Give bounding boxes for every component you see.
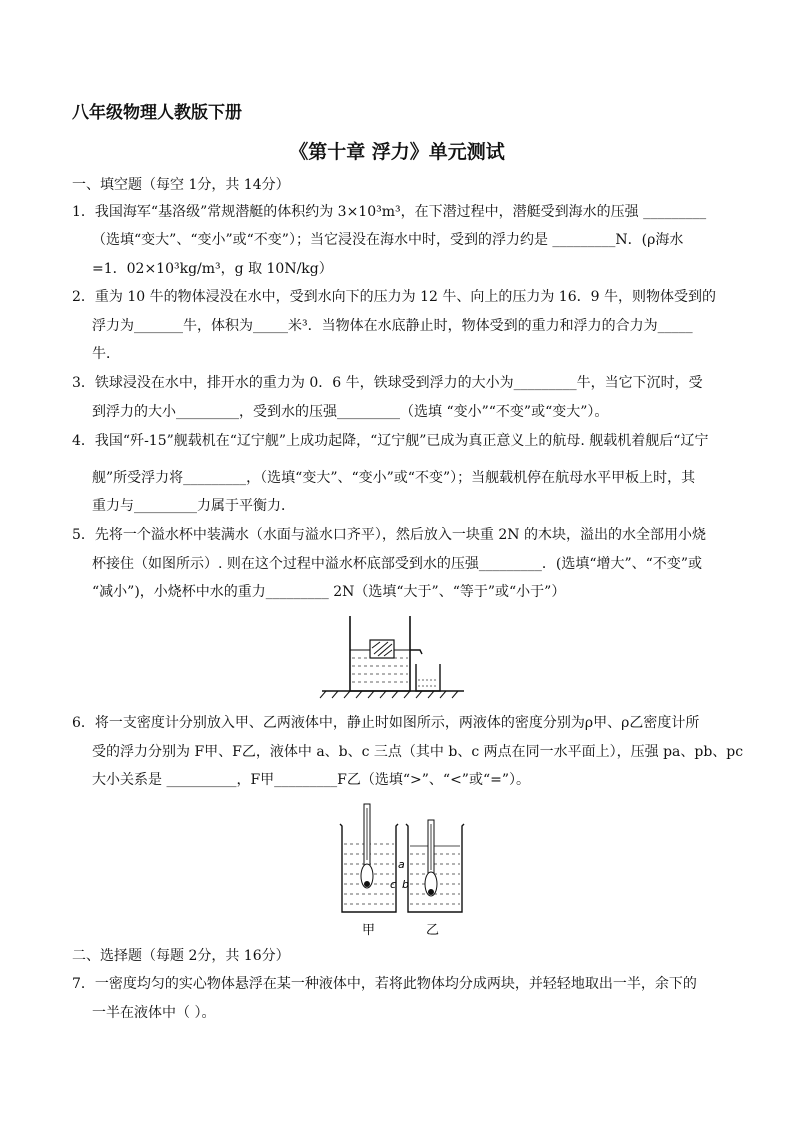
question-2-line-1: 2．重为 10 牛的物体浸没在水中，受到水向下的压力为 12 牛、向上的压力为 16．9 牛，则物体受到的 bbox=[72, 289, 716, 305]
question-6-line-2: 受的浮力分别为 F甲、F乙，液体中 a、b、c 三点（其中 b、c 两点在同一水平面上），压强 pa、pb、pc bbox=[92, 744, 744, 760]
overflow-cup-figure bbox=[318, 608, 468, 700]
question-2-line-2: 浮力为_______牛，体积为_____米³．当物体在水底静止时，物体受到的重力和浮力的合力为_____ bbox=[92, 318, 693, 334]
question-3-line-2: 到浮力的大小_________，受到水的压强_________（选填 “变小”“不变”或“变大”）。 bbox=[92, 404, 609, 420]
question-4-line-3: 重力与_________力属于平衡力． bbox=[92, 498, 295, 514]
point-a-label: a bbox=[398, 858, 405, 871]
question-5-line-2: 杯接住（如图所示）. 则在这个过程中溢水杯底部受到水的压强_________．(选填“增大”、“不变”或 bbox=[92, 556, 702, 572]
question-1-line-1: 1．我国海军“基洛级”常规潜艇的体积约为 3×10³m³，在下潜过程中，潜艇受到海水的压强 _________ bbox=[72, 204, 707, 220]
question-7-line-1: 7．一密度均匀的实心物体悬浮在某一种液体中，若将此物体均分成两块，并轻轻地取出一半，余下的 bbox=[72, 976, 697, 992]
question-5-line-3: “减小”)，小烧杯中水的重力_________ 2N（选填“大于”、“等于”或“小于”） bbox=[92, 584, 566, 600]
beaker-jia-caption: 甲 bbox=[362, 923, 376, 938]
question-7-line-2: 一半在液体中（ ）。 bbox=[92, 1005, 216, 1021]
question-2-line-3: 牛． bbox=[92, 346, 120, 362]
question-3-line-1: 3．铁球浸没在水中，排开水的重力为 0．6 牛，铁球受到浮力的大小为_________牛，当它下沉时，受 bbox=[72, 375, 703, 391]
point-b-label: b bbox=[402, 878, 409, 891]
question-4-line-2: 舰”所受浮力将_________，（选填“变大”、“变小”或“不变”）；当舰载机停在航母水平甲板上时，其 bbox=[92, 470, 696, 486]
section-choice-heading: 二、选择题（每题 2分，共 16分） bbox=[72, 948, 290, 964]
test-title: 《第十章 浮力》单元测试 bbox=[289, 141, 505, 163]
point-c-label: c bbox=[390, 878, 397, 891]
question-6-line-1: 6．将一支密度计分别放入甲、乙两液体中，静止时如图所示，两液体的密度分别为ρ甲、ρ乙密度计所 bbox=[72, 715, 700, 731]
section-fill-blank-heading: 一、填空题（每空 1分，共 14分） bbox=[72, 177, 290, 193]
question-1-line-2: （选填“变大”、“变小”或“不变”）；当它浸没在海水中时，受到的浮力约是 _________N．(ρ海水 bbox=[92, 232, 684, 248]
question-5-line-1: 5．先将一个溢水杯中装满水（水面与溢水口齐平），然后放入一块重 2N 的木块，溢出的水全部用小烧 bbox=[72, 527, 706, 543]
question-6-line-3: 大小关系是 __________，F甲_________F乙（选填“>”、“<”或“=”）。 bbox=[92, 772, 531, 788]
course-header: 八年级物理人教版下册 bbox=[72, 103, 242, 123]
beaker-yi-caption: 乙 bbox=[426, 923, 440, 938]
question-1-line-3: =1．02×10³kg/m³，g 取 10N/kg） bbox=[92, 261, 333, 277]
hydrometer-figure bbox=[332, 800, 472, 940]
question-4-line-1: 4．我国“歼-15”舰载机在“辽宁舰”上成功起降，“辽宁舰”已成为真正意义上的航母. 舰载机着舰后“辽宁 bbox=[72, 433, 709, 449]
